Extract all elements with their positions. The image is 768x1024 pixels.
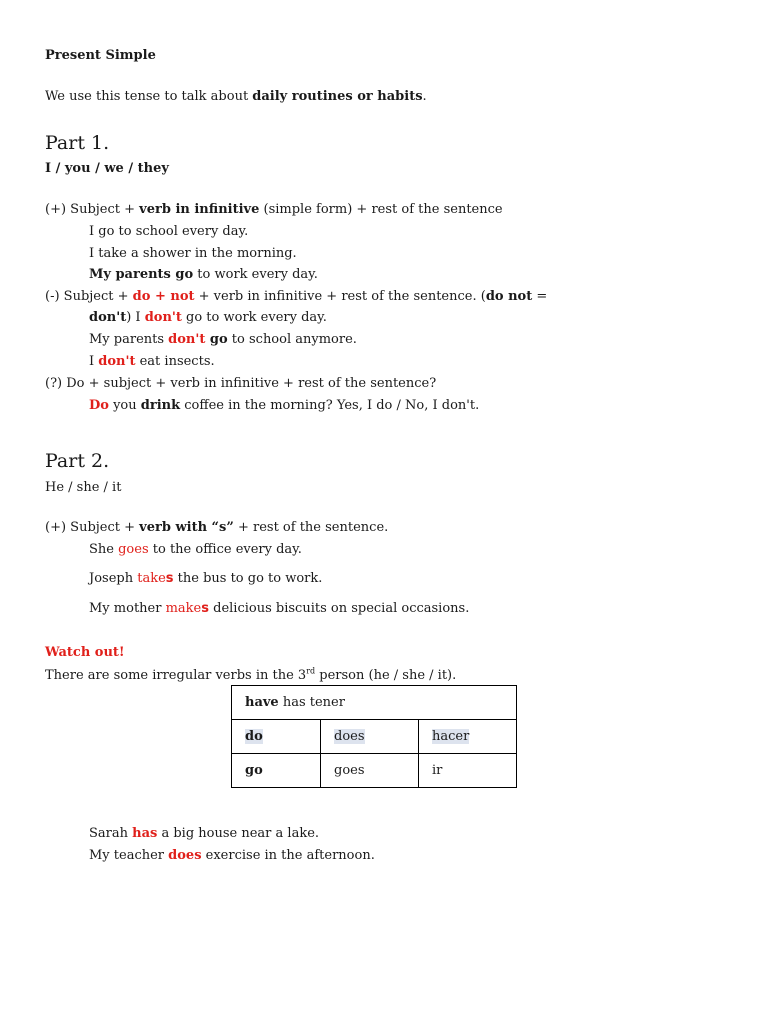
final-example-2: My teacher does exercise in the afternoon.	[89, 848, 375, 863]
part2-subjects: He / she / it	[45, 480, 122, 495]
table-cell: does	[321, 720, 419, 754]
table-row	[232, 754, 517, 788]
part1-question-rule: (?) Do + subject + verb in infinitive + rest of the sentence?	[45, 376, 437, 391]
table-header-cell: have has tener	[232, 686, 517, 720]
irregular-verbs-table	[231, 685, 517, 788]
watch-out-label: Watch out!	[45, 645, 125, 660]
intro-text: We use this tense to talk about daily routines or habits.	[45, 89, 427, 104]
table-cell: ir	[419, 754, 517, 788]
irregular-verbs-intro: There are some irregular verbs in the 3rd person (he / she / it).	[45, 666, 457, 683]
table-cell: goes	[321, 754, 419, 788]
table-cell: hacer	[419, 720, 517, 754]
part2-example-1: She goes to the office every day.	[89, 542, 302, 557]
part1-aff-example-1: I go to school every day.	[89, 224, 249, 239]
part1-aff-example-3: My parents go to work every day.	[89, 267, 318, 282]
part2-affirmative-rule: (+) Subject + verb with “s” + rest of the sentence.	[45, 520, 389, 535]
page-title: Present Simple	[45, 48, 156, 63]
part2-example-2: Joseph takes the bus to go to work.	[89, 571, 323, 586]
part1-subjects: I / you / we / they	[45, 161, 169, 176]
part1-aff-example-2: I take a shower in the morning.	[89, 246, 297, 261]
part1-affirmative-rule: (+) Subject + verb in infinitive (simple form) + rest of the sentence	[45, 202, 503, 217]
part1-question-example: Do you drink coffee in the morning? Yes, I do / No, I don't.	[89, 398, 480, 413]
part2-heading: Part 2.	[45, 450, 110, 472]
part2-example-3: My mother makes delicious biscuits on special occasions.	[89, 601, 470, 616]
table-cell: do	[232, 720, 321, 754]
part1-negative-rule: (-) Subject + do + not + verb in infinitive + rest of the sentence. (do not =	[45, 289, 548, 304]
part1-heading: Part 1.	[45, 132, 110, 154]
part1-neg-example-3: I don't eat insects.	[89, 354, 215, 369]
table-cell: go	[232, 754, 321, 788]
table-row	[232, 720, 517, 754]
table-header-row	[232, 686, 517, 720]
part1-negative-rule-cont: don't) I don't go to work every day.	[89, 310, 327, 325]
part1-neg-example-2: My parents don't go to school anymore.	[89, 332, 357, 347]
final-example-1: Sarah has a big house near a lake.	[89, 826, 320, 841]
